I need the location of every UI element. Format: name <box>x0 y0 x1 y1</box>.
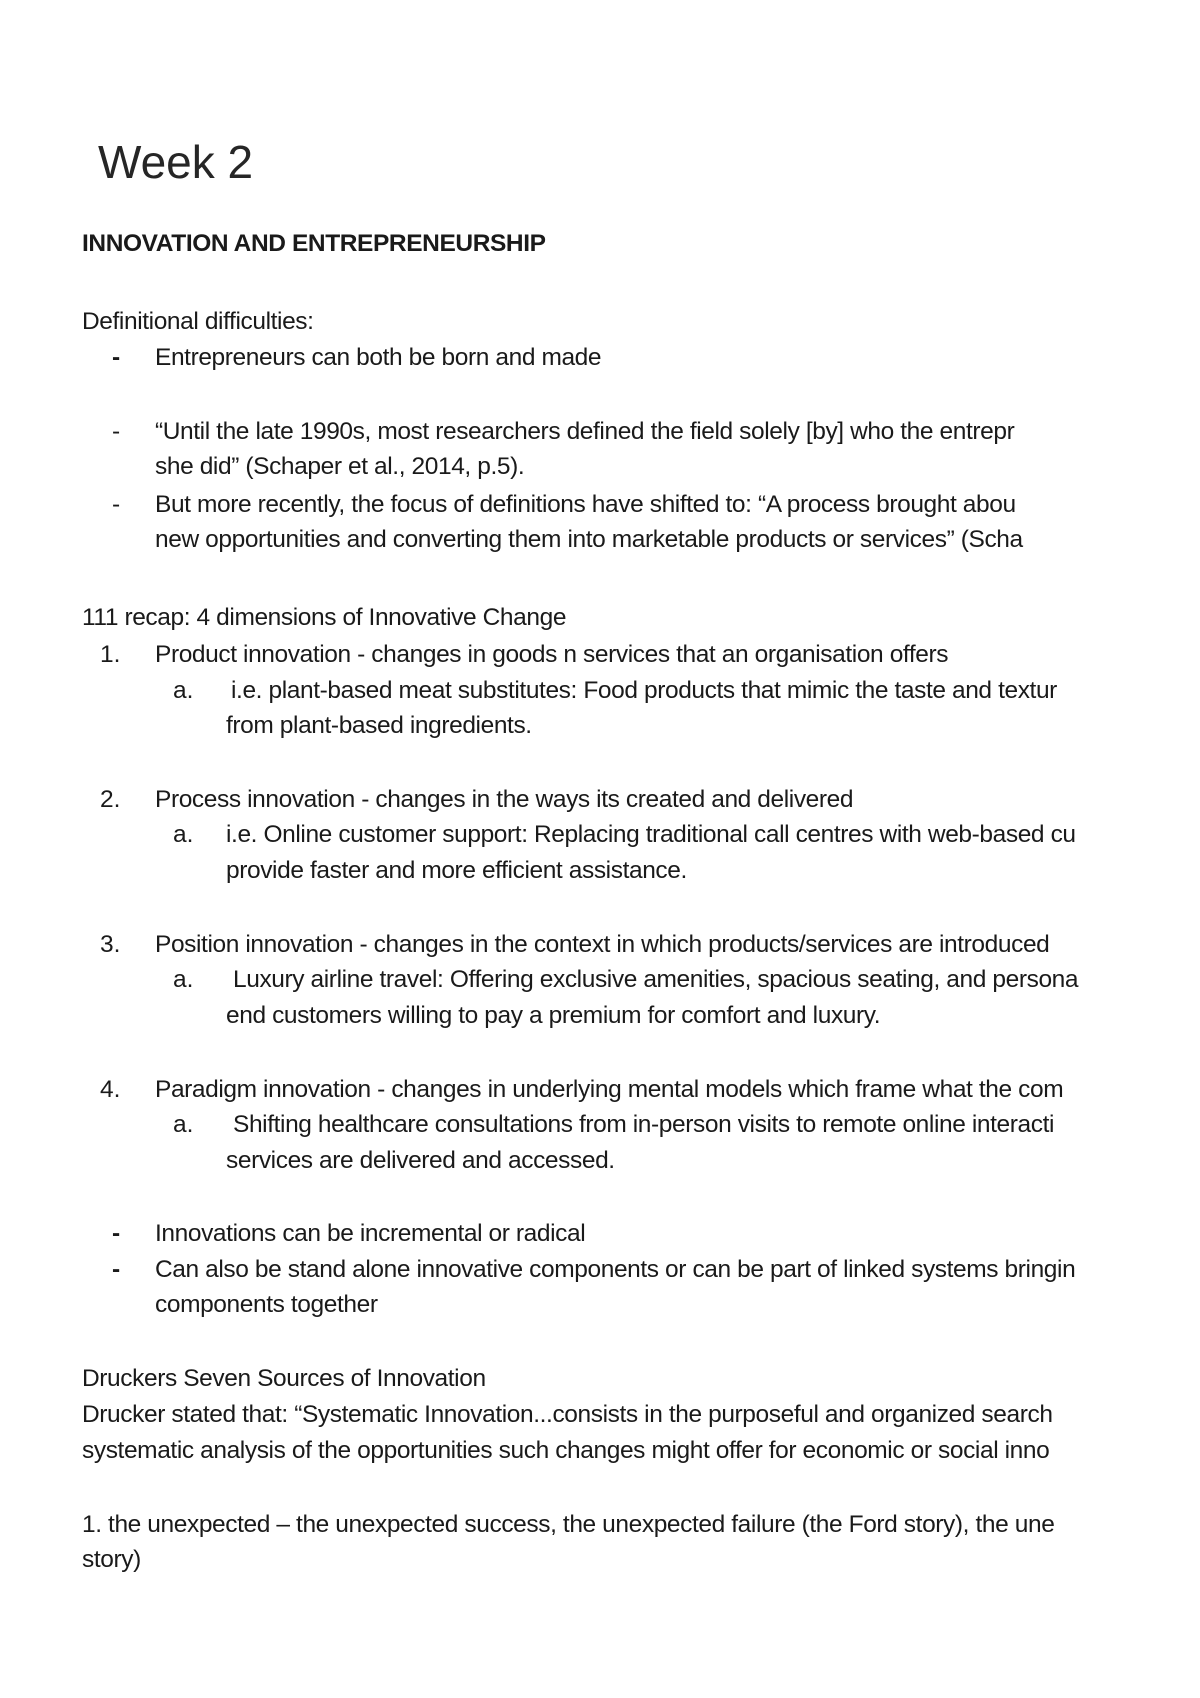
recap-bullet-2: Can also be stand alone innovative components or can be part of linked systems bringin <box>155 1256 1076 1283</box>
recap-bullet-1: Innovations can be incremental or radical <box>155 1220 586 1247</box>
recap-item-1-sub-cont: from plant-based ingredients. <box>226 712 532 739</box>
list-number: 2. <box>100 786 121 813</box>
sub-marker: a. <box>173 677 194 704</box>
drucker-quote: Drucker stated that: “Systematic Innovation...consists in the purposeful and organized search <box>82 1401 1053 1428</box>
recap-item-1-sub: i.e. plant-based meat substitutes: Food products that mimic the taste and textur <box>231 677 1057 704</box>
list-number: 4. <box>100 1076 121 1103</box>
section-heading: INNOVATION AND ENTREPRENEURSHIP <box>82 230 546 257</box>
recap-item-2-sub-cont: provide faster and more efficient assistance. <box>226 857 687 884</box>
sub-marker: a. <box>173 821 194 848</box>
recap-item-4-sub: Shifting healthcare consultations from in-person visits to remote online interacti <box>233 1111 1055 1138</box>
definitional-label: Definitional difficulties: <box>82 308 314 335</box>
recap-item-4-sub-cont: services are delivered and accessed. <box>226 1147 615 1174</box>
sub-marker: a. <box>173 1111 194 1138</box>
recap-label: 111 recap: 4 dimensions of Innovative Change <box>82 604 567 631</box>
bullet-marker: - <box>112 1256 121 1283</box>
recap-item-2-sub: i.e. Online customer support: Replacing traditional call centres with web-based cu <box>226 821 1076 848</box>
recap-item-3-sub: Luxury airline travel: Offering exclusive amenities, spacious seating, and persona <box>233 966 1079 993</box>
page-title: Week 2 <box>98 136 254 188</box>
recap-item-3: Position innovation - changes in the context in which products/services are introduced <box>155 931 1050 958</box>
recap-bullet-2-cont: components together <box>155 1291 378 1318</box>
definitional-bullet-1: Entrepreneurs can both be born and made <box>155 344 602 371</box>
list-number: 3. <box>100 931 121 958</box>
list-number: 1. <box>100 641 121 668</box>
sub-marker: a. <box>173 966 194 993</box>
bullet-marker: - <box>112 344 121 371</box>
definitional-bullet-3: But more recently, the focus of definitions have shifted to: “A process brought abou <box>155 491 1016 518</box>
bullet-marker: - <box>112 418 121 445</box>
recap-item-4: Paradigm innovation - changes in underlying mental models which frame what the com <box>155 1076 1064 1103</box>
definitional-bullet-2: “Until the late 1990s, most researchers defined the field solely [by] who the entrepr <box>155 418 1015 445</box>
drucker-quote-cont: systematic analysis of the opportunities such changes might offer for economic or social inno <box>82 1437 1050 1464</box>
drucker-point-1: 1. the unexpected – the unexpected success, the unexpected failure (the Ford story), the une <box>82 1511 1055 1538</box>
drucker-title: Druckers Seven Sources of Innovation <box>82 1365 486 1392</box>
recap-item-1: Product innovation - changes in goods n services that an organisation offers <box>155 641 949 668</box>
definitional-bullet-2-cont: she did” (Schaper et al., 2014, p.5). <box>155 453 525 480</box>
bullet-marker: - <box>112 1220 121 1247</box>
recap-item-3-sub-cont: end customers willing to pay a premium for comfort and luxury. <box>226 1002 881 1029</box>
recap-item-2: Process innovation - changes in the ways its created and delivered <box>155 786 854 813</box>
definitional-bullet-3-cont: new opportunities and converting them into marketable products or services” (Scha <box>155 526 1023 553</box>
drucker-point-1-cont: story) <box>82 1546 141 1573</box>
bullet-marker: - <box>112 491 121 518</box>
